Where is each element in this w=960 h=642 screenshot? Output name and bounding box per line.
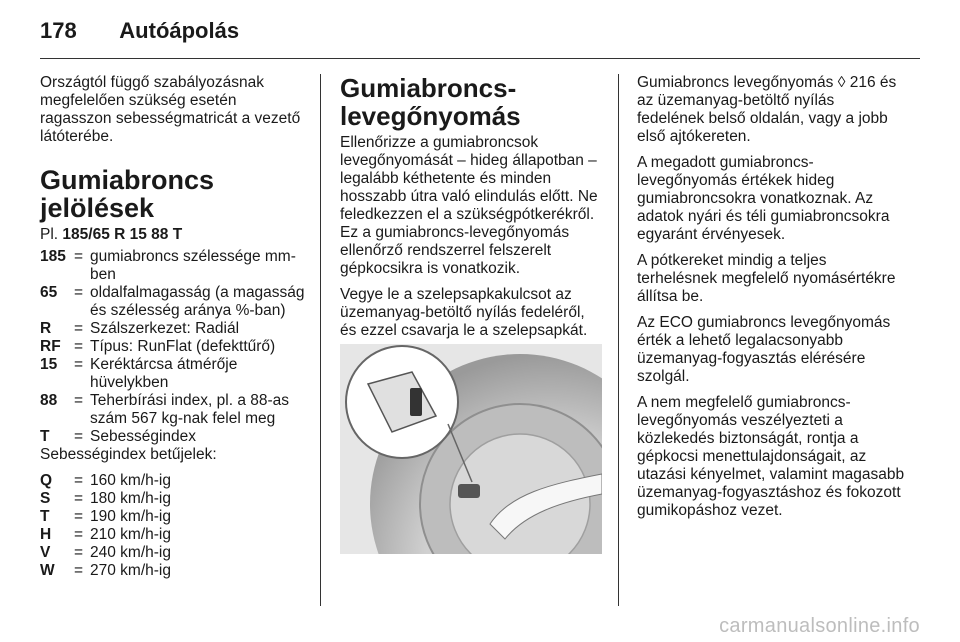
watermark: carmanualsonline.info (719, 615, 920, 637)
column-divider-1 (320, 74, 321, 606)
tire-markings-heading: Gumiabroncs jelölések (40, 165, 215, 223)
pressure-check-paragraph: Ellenőrizze a gumiabroncsok levegőnyomását – hideg állapotban – legalább kéthetente és minden hosszabb útra való elindulás előtt. Ne feledkezzen el a szükségpótkerékről. Ez a gumiabroncs-levegőnyomás ellenőrző rendszerrel felszerelt gépkocsikra is vonatkozik. (340, 134, 598, 277)
code-key: R (40, 320, 52, 337)
speed-equals: = (74, 508, 84, 525)
speed-key: S (40, 490, 51, 507)
code-description: Keréktárcsa átmérője hüvelykben (90, 356, 238, 391)
code-key: 185 (40, 248, 66, 265)
inset-valve-key (410, 388, 422, 416)
example-code: 185/65 R 15 88 T (62, 226, 183, 243)
pressure-location-text: Gumiabroncs levegőnyomás (637, 74, 834, 91)
column-3 (637, 74, 905, 528)
speed-equals: = (74, 490, 84, 507)
code-key: RF (40, 338, 61, 355)
speed-description: 190 km/h-ig (90, 508, 171, 525)
valve-cap-illustration (340, 344, 602, 554)
speed-key: V (40, 544, 51, 561)
page-reference-link[interactable]: 216 (849, 74, 876, 91)
page-number: 178 (40, 18, 77, 43)
code-equals: = (74, 338, 84, 355)
speed-equals: = (74, 544, 84, 561)
column-1 (40, 74, 310, 580)
column-divider-2 (618, 74, 619, 606)
code-description: Típus: RunFlat (defekttűrő) (90, 338, 276, 355)
speed-key: W (40, 562, 55, 579)
page-header (40, 18, 239, 44)
code-key: T (40, 428, 50, 445)
tire-example (40, 226, 310, 244)
speed-description: 160 km/h-ig (90, 472, 171, 489)
example-prefix: Pl. (40, 226, 59, 243)
code-description: Teherbírási index, pl. a 88-as szám 567 kg-nak felel meg (90, 392, 290, 427)
speed-equals: = (74, 472, 84, 489)
tire-code-table (40, 248, 310, 446)
code-equals: = (74, 284, 84, 301)
code-equals: = (74, 248, 84, 265)
intro-paragraph: Országtól függő szabályozásnak megfelelően szükség esetén ragasszon sebességmatricát a vezető látóterébe. (40, 74, 301, 145)
valve-key (458, 484, 480, 498)
speed-equals: = (74, 526, 84, 543)
speed-description: 270 km/h-ig (90, 562, 171, 579)
incorrect-pressure-paragraph: A nem megfelelő gumiabroncs-levegőnyomás veszélyezteti a közlekedés biztonságát, rontja a gépkocsi menettulajdonságait, az utazási kényelmet, valamint magasabb üzemanyag-fogyasztáshoz és fokozott gumikopáshoz vezet. (637, 394, 905, 519)
speed-key: H (40, 526, 52, 543)
tire-pressure-heading: Gumiabroncs-levegőnyomás (340, 73, 521, 131)
speed-description: 240 km/h-ig (90, 544, 171, 561)
code-equals: = (74, 428, 84, 445)
speed-description: 210 km/h-ig (90, 526, 171, 543)
code-key: 15 (40, 356, 58, 373)
header-rule (40, 58, 920, 59)
pressure-location-rest: és az üzemanyag-betöltő nyílás fedelének belső oldalán, vagy a jobb első ajtókereten. (637, 74, 897, 145)
speed-index-table (40, 472, 310, 580)
speed-description: 180 km/h-ig (90, 490, 171, 507)
code-description: Szálszerkezet: Radiál (90, 320, 240, 337)
code-key: 65 (40, 284, 58, 301)
cold-tire-paragraph: A megadott gumiabroncs-levegőnyomás értékek hideg gumiabroncsokra vonatkoznak. Az adatok nyári és téli gumiabroncsokra egyaránt érvényesek. (637, 154, 890, 243)
code-key: 88 (40, 392, 58, 409)
speed-key: T (40, 508, 50, 525)
valve-cap-paragraph: Vegye le a szelepsapkakulcsot az üzemanyag-betöltő nyílás fedeléről, és ezzel csavarja le a szelepsapkát. (340, 286, 588, 339)
speed-key: Q (40, 472, 53, 489)
pressure-location-paragraph (637, 74, 905, 146)
speed-index-heading: Sebességindex betűjelek: (40, 446, 217, 463)
code-equals: = (74, 320, 84, 337)
speed-equals: = (74, 562, 84, 579)
section-title: Autóápolás (119, 18, 240, 43)
reference-arrow-icon: ◊ (837, 74, 846, 91)
code-equals: = (74, 392, 84, 409)
code-description: gumiabroncs szélessége mm-ben (90, 248, 296, 283)
code-equals: = (74, 356, 84, 373)
code-description: Sebességindex (90, 428, 196, 445)
code-description: oldalfalmagasság (a magasság és szélesség aránya %-ban) (90, 284, 305, 319)
eco-pressure-paragraph: Az ECO gumiabroncs levegőnyomás érték a lehető legalacsonyabb üzemanyag-fogyasztás elérésére szolgál. (637, 314, 891, 385)
column-2 (340, 74, 602, 348)
spare-wheel-paragraph: A pótkereket mindig a teljes terhelésnek megfelelő nyomásértékre állítsa be. (637, 252, 896, 305)
